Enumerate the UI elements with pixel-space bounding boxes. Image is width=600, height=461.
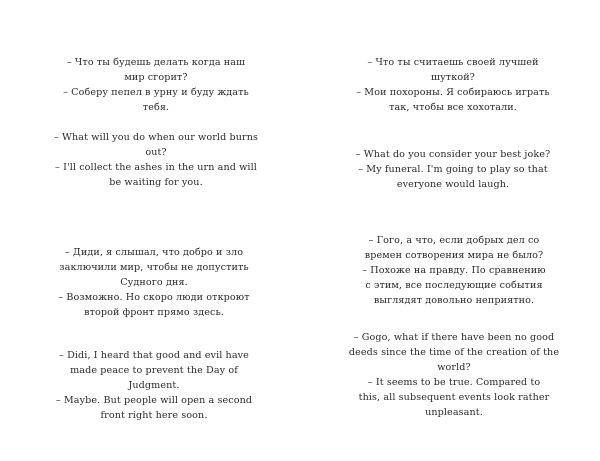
text-line: – Диди, я слышал, что добро и зло — [64, 247, 244, 258]
text-line: – Что ты считаешь своей лучшей — [367, 57, 539, 68]
text-line: Judgment. — [128, 380, 180, 391]
text-line: – It seems to be true. Compared to — [367, 377, 541, 388]
text-line: deeds since the time of the creation of the — [348, 347, 560, 358]
text-line: – Соберу пепел в урну и буду ждать — [63, 87, 249, 98]
text-line: – My funeral. I'm going to play so that — [358, 164, 548, 175]
text-line: – Gogo, what if there have been no good — [353, 332, 555, 343]
text-line: мир сгорит? — [124, 72, 188, 83]
text-line: – Didi, I heard that good and evil have — [59, 350, 249, 361]
text-line: – What will you do when our world burns — [54, 132, 258, 143]
text-line: – What do you consider your best joke? — [355, 149, 551, 160]
english-text-block — [334, 330, 574, 420]
text-line: – Гого, а что, если добрых дел со — [368, 235, 540, 246]
text-line: с этим, все последующие события — [365, 280, 543, 291]
text-line: – Возможно. Но скоро люди откроют — [58, 292, 250, 303]
text-line: второй фронт прямо здесь. — [84, 307, 224, 318]
text-line: шуткой? — [431, 72, 475, 83]
dialogue-card-4 — [334, 233, 574, 420]
dialogue-card-1 — [36, 55, 276, 190]
text-line: unpleasant. — [425, 407, 483, 418]
russian-text-block — [34, 245, 274, 320]
english-text-block — [34, 348, 274, 423]
russian-text-block — [334, 233, 574, 308]
dialogue-card-3 — [34, 245, 274, 423]
text-line: так, чтобы все хохотали. — [389, 102, 517, 113]
text-line: world? — [437, 362, 471, 373]
text-line: Судного дня. — [120, 277, 188, 288]
text-line: – Похоже на правду. По сравнению — [362, 265, 546, 276]
text-line: everyone would laugh. — [396, 179, 510, 190]
text-line: времен сотворения мира не было? — [364, 250, 544, 261]
text-line: made peace to prevent the Day of — [70, 365, 238, 376]
text-line: тебя. — [142, 102, 170, 113]
dialogue-card-2 — [333, 55, 573, 192]
text-line: выглядят довольно неприятно. — [373, 295, 535, 306]
english-text-block — [333, 147, 573, 192]
text-line: be waiting for you. — [109, 177, 203, 188]
russian-text-block — [333, 55, 573, 115]
text-line: – Мои похороны. Я собираюсь играть — [356, 87, 550, 98]
text-line: заключили мир, чтобы не допустить — [59, 262, 249, 273]
text-line: this, all subsequent events look rather — [358, 392, 550, 403]
russian-text-block — [36, 55, 276, 115]
text-line: – I'll collect the ashes in the urn and will — [55, 162, 257, 173]
english-text-block — [36, 130, 276, 190]
text-line: out? — [145, 147, 167, 158]
text-line: – Maybe. But people will open a second — [55, 395, 253, 406]
text-line: – Что ты будешь делать когда наш — [66, 57, 246, 68]
text-line: front right here soon. — [100, 410, 208, 421]
